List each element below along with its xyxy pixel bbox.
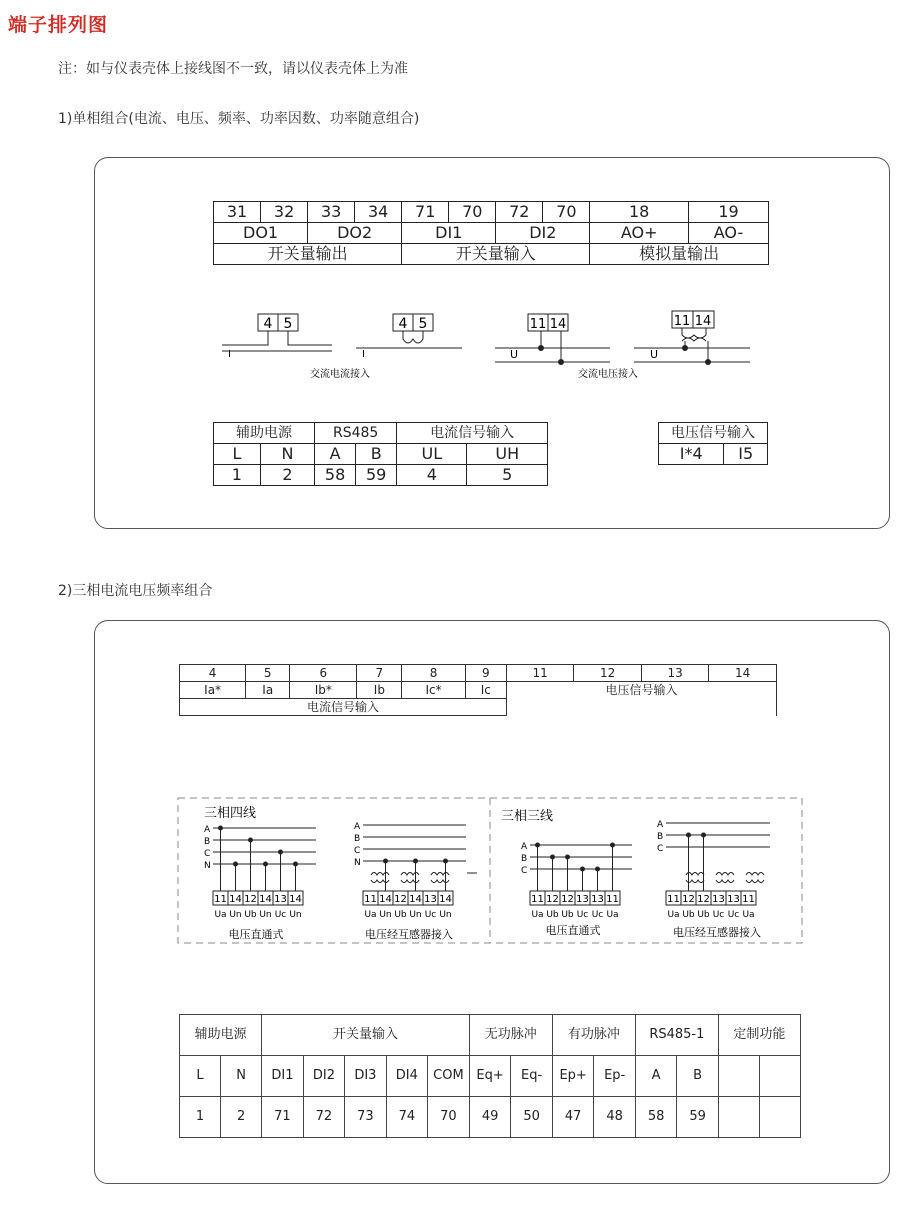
aux-power-table [213,422,548,486]
terminal-label: 12 [561,894,574,905]
terminal-cell: 18 [590,202,689,223]
terminal-cell: 4 [180,665,246,682]
table-header: 电压信号输入 [659,423,768,444]
junction-dot [550,855,555,860]
terminal-cell: 34 [355,202,402,223]
terminal-caption: Un [379,910,392,920]
terminal-cell: 71 [402,202,449,223]
terminal-label: 13 [712,894,725,905]
table-header: RS485 [315,423,397,444]
terminal-label: 12 [244,894,257,905]
terminal-label: 13 [576,894,589,905]
four-wire-pt [354,822,477,920]
table-cell [759,1097,800,1138]
group-row [214,244,769,265]
terminal-cell: 5 [246,665,290,682]
junction-dot [686,833,691,838]
current-cell: Ia* [180,682,246,699]
terminal-label: 14 [439,894,452,905]
terminal-caption: Un [289,910,302,920]
table-cell: I*4 [659,444,724,465]
terminal-cell: 70 [449,202,496,223]
table-cell: 1 [214,465,261,486]
terminal-caption: Ua [531,910,544,920]
terminal-label: 13 [727,894,740,905]
terminal-caption: Ub [394,910,407,920]
terminal-label: 11 [667,894,680,905]
table-cell: UL [397,444,467,465]
terminal-label: 11 [364,894,377,905]
pt-coil [431,873,449,876]
table-cell [759,1056,800,1097]
phase-label: C [204,849,211,859]
diagram-caption: 交流电流接入 [310,369,370,380]
table-cell: DI2 [303,1056,344,1097]
terminal-caption: Un [229,910,242,920]
terminal-caption: Uc [576,910,589,920]
table-cell: B [677,1056,718,1097]
signal-cell: AO+ [590,223,689,244]
signal-cell: DO1 [214,223,308,244]
terminal-caption: Ua [214,910,227,920]
table-cell: B [356,444,397,465]
terminal-label: 14 [549,317,567,332]
junction-dot [595,867,600,872]
pt-coil [716,873,734,876]
terminal-caption: Ub [561,910,574,920]
table-cell: N [221,1056,262,1097]
three-wire-direct [521,842,632,920]
terminal-caption: Ub [546,910,559,920]
terminal-label: 11 [742,894,755,905]
junction-dot [443,859,448,864]
terminal-cell: 19 [689,202,769,223]
phase-label: C [657,844,664,854]
ct-coil [403,331,423,343]
table-header: 辅助电源 [214,423,315,444]
table-cell: 50 [511,1097,552,1138]
diagram-caption: 电压直通式 [545,924,601,937]
current-cell: Ic [465,682,506,699]
table-cell: Ep- [594,1056,635,1097]
three-wire-title: 三相三线 [501,809,554,824]
terminal-label: 11 [529,317,547,332]
junction-dot [535,843,540,848]
line-label: U [510,348,519,361]
table-cell: Ep+ [552,1056,594,1097]
terminal-cell: 32 [261,202,308,223]
table-cell: 5 [467,465,548,486]
phase-label: C [354,846,361,856]
phase-label: B [204,837,211,847]
terminal-caption: Un [259,910,272,920]
terminal-label: 14 [259,894,272,905]
table-cell: A [635,1056,676,1097]
signal-cell: DI2 [496,223,590,244]
junction-dot [263,862,268,867]
terminal-caption: Uc [274,910,287,920]
terminal-label: 13 [591,894,604,905]
terminal-label: 13 [274,894,287,905]
terminal-cell: 13 [641,665,708,682]
terminal-caption: Ua [742,910,755,920]
diagram-caption: 交流电压接入 [578,369,638,380]
table-cell: A [315,444,356,465]
pt-coil [746,873,764,876]
current-cell: Ic* [402,682,465,699]
signal-cell: DI1 [402,223,496,244]
group-cell: 开关量输入 [402,244,590,265]
junction-dot [701,833,706,838]
phase-label: B [354,834,361,844]
terminal-caption: Uc [591,910,604,920]
pt-coil [682,328,706,338]
table-cell: Eq+ [469,1056,511,1097]
terminal-label: 4 [263,316,273,332]
four-wire-title: 三相四线 [204,806,257,821]
table-cell: L [214,444,261,465]
current-cell: Ib [357,682,402,699]
phase-label: B [657,832,664,842]
phase-label: A [657,820,664,830]
terminal-label: 14 [289,894,302,905]
diagram-caption: 电压经互感器接入 [673,926,761,939]
terminal-label: 13 [424,894,437,905]
terminal-label: 14 [409,894,422,905]
terminal-cell: 70 [543,202,590,223]
signal-cell: DO2 [308,223,402,244]
phase-label: C [521,866,528,876]
terminal-cell: 6 [290,665,357,682]
phase-label: A [521,842,528,852]
terminal-caption: Ub [244,910,257,920]
terminal-label: 5 [418,316,428,332]
terminal-cell: 33 [308,202,355,223]
terminal-caption: Ua [364,910,377,920]
table-cell: 58 [635,1097,676,1138]
terminal-caption: Un [439,910,452,920]
junction-dot [233,862,238,867]
table-cell: 49 [469,1097,511,1138]
terminal-label: 14 [694,314,712,329]
terminal-label: 12 [394,894,407,905]
terminal-cell: 12 [574,665,641,682]
table-cell: UH [467,444,548,465]
terminal-caption: Un [409,910,422,920]
table-header: 有功脉冲 [552,1015,635,1056]
table-cell: N [260,444,314,465]
table-cell: Eq- [511,1056,552,1097]
table-cell: COM [428,1056,470,1097]
terminal-caption: Uc [712,910,725,920]
current-cell: Ib* [290,682,357,699]
table-cell: 1 [180,1097,221,1138]
terminal-cell: 31 [214,202,261,223]
terminal-cell: 7 [357,665,402,682]
diagram-caption: 电压经互感器接入 [365,928,453,941]
table-cell [718,1056,759,1097]
table-cell: 71 [262,1097,303,1138]
four-wire-direct [204,825,316,920]
table-cell: 73 [345,1097,386,1138]
phase-label: N [204,861,211,871]
page-title: 端子排列图 [8,14,109,36]
junction-dot [218,826,223,831]
note-text: 注：如与仪表壳体上接线图不一致，请以仪表壳体上为准 [58,61,408,77]
table-cell: 59 [677,1097,718,1138]
three-wire-pt [657,820,770,920]
table-cell: 72 [303,1097,344,1138]
table-cell: 74 [386,1097,427,1138]
section2-bottom-table [179,1014,801,1138]
table-cell: 2 [221,1097,262,1138]
table-cell: DI1 [262,1056,303,1097]
signal-row [214,223,769,244]
section2-terminal-table [179,664,777,716]
junction-dot [610,843,615,848]
table-cell: 2 [260,465,314,486]
terminal-caption: Ub [697,910,710,920]
junction-dot [383,859,388,864]
junction-dot [278,850,283,855]
pt-coil [401,873,419,876]
junction-dot [580,867,585,872]
table-cell: 59 [356,465,397,486]
terminal-caption: Uc [727,910,740,920]
terminal-cell: 9 [465,665,506,682]
section2-heading: 2)三相电流电压频率组合 [58,583,213,599]
table-cell: 4 [397,465,467,486]
line-label: I [362,349,365,360]
table-cell: 47 [552,1097,594,1138]
phase-label: N [354,858,361,868]
junction-dot [293,862,298,867]
table-header: 无功脉冲 [469,1015,552,1056]
table-cell: 58 [315,465,356,486]
junction-dot [565,855,570,860]
terminal-row [214,202,769,223]
table-cell: 70 [428,1097,470,1138]
table-header: 开关量输入 [262,1015,470,1056]
section1-heading: 1)单相组合(电流、电压、频率、功率因数、功率随意组合) [58,111,420,127]
terminal-label: 11 [606,894,619,905]
terminal-label: 11 [214,894,227,905]
phase-label: A [204,825,211,835]
phase-label: B [521,854,528,864]
terminal-label: 4 [398,316,408,332]
pt-coil [371,873,389,876]
table-row [180,1056,801,1097]
table-header: 电流信号输入 [397,423,548,444]
terminal-caption: Uc [424,910,437,920]
terminal-caption: Ub [682,910,695,920]
current-input-label: 电流信号输入 [180,699,507,716]
group-cell: 模拟量输出 [590,244,769,265]
terminal-cell: 14 [709,665,777,682]
table-cell: DI4 [386,1056,427,1097]
diagram-caption: 电压直通式 [228,928,284,941]
table-cell: DI3 [345,1056,386,1097]
line-label: I [228,349,231,360]
table-row [180,1097,801,1138]
terminal-label: 11 [531,894,544,905]
junction-dot [248,838,253,843]
voltage-input-label: 电压信号输入 [506,682,776,716]
terminal-caption: Ua [606,910,619,920]
section1-terminal-table [213,201,769,265]
voltage-input-table [658,422,768,465]
section2-wiring-diagrams [176,795,806,945]
junction-dot [413,859,418,864]
table-cell: 48 [594,1097,635,1138]
table-header: 辅助电源 [180,1015,262,1056]
line-label: U [650,348,659,361]
terminal-label: 12 [546,894,559,905]
terminal-caption: Ua [667,910,680,920]
terminal-label: 12 [682,894,695,905]
phase-label: A [354,822,361,832]
table-cell [718,1097,759,1138]
terminal-label: 5 [283,316,293,332]
terminal-label: 14 [379,894,392,905]
terminal-label: 12 [697,894,710,905]
terminal-label: 14 [229,894,242,905]
table-header: RS485-1 [635,1015,718,1056]
group-cell: 开关量输出 [214,244,402,265]
terminal-cell: 11 [506,665,573,682]
signal-cell: AO- [689,223,769,244]
table-header: 定制功能 [718,1015,800,1056]
current-cell: Ia [246,682,290,699]
terminal-cell: 72 [496,202,543,223]
terminal-cell: 8 [402,665,465,682]
table-cell: L [180,1056,221,1097]
table-cell: I5 [724,444,768,465]
section1-wiring-diagrams [210,305,770,385]
terminal-label: 11 [673,314,691,329]
